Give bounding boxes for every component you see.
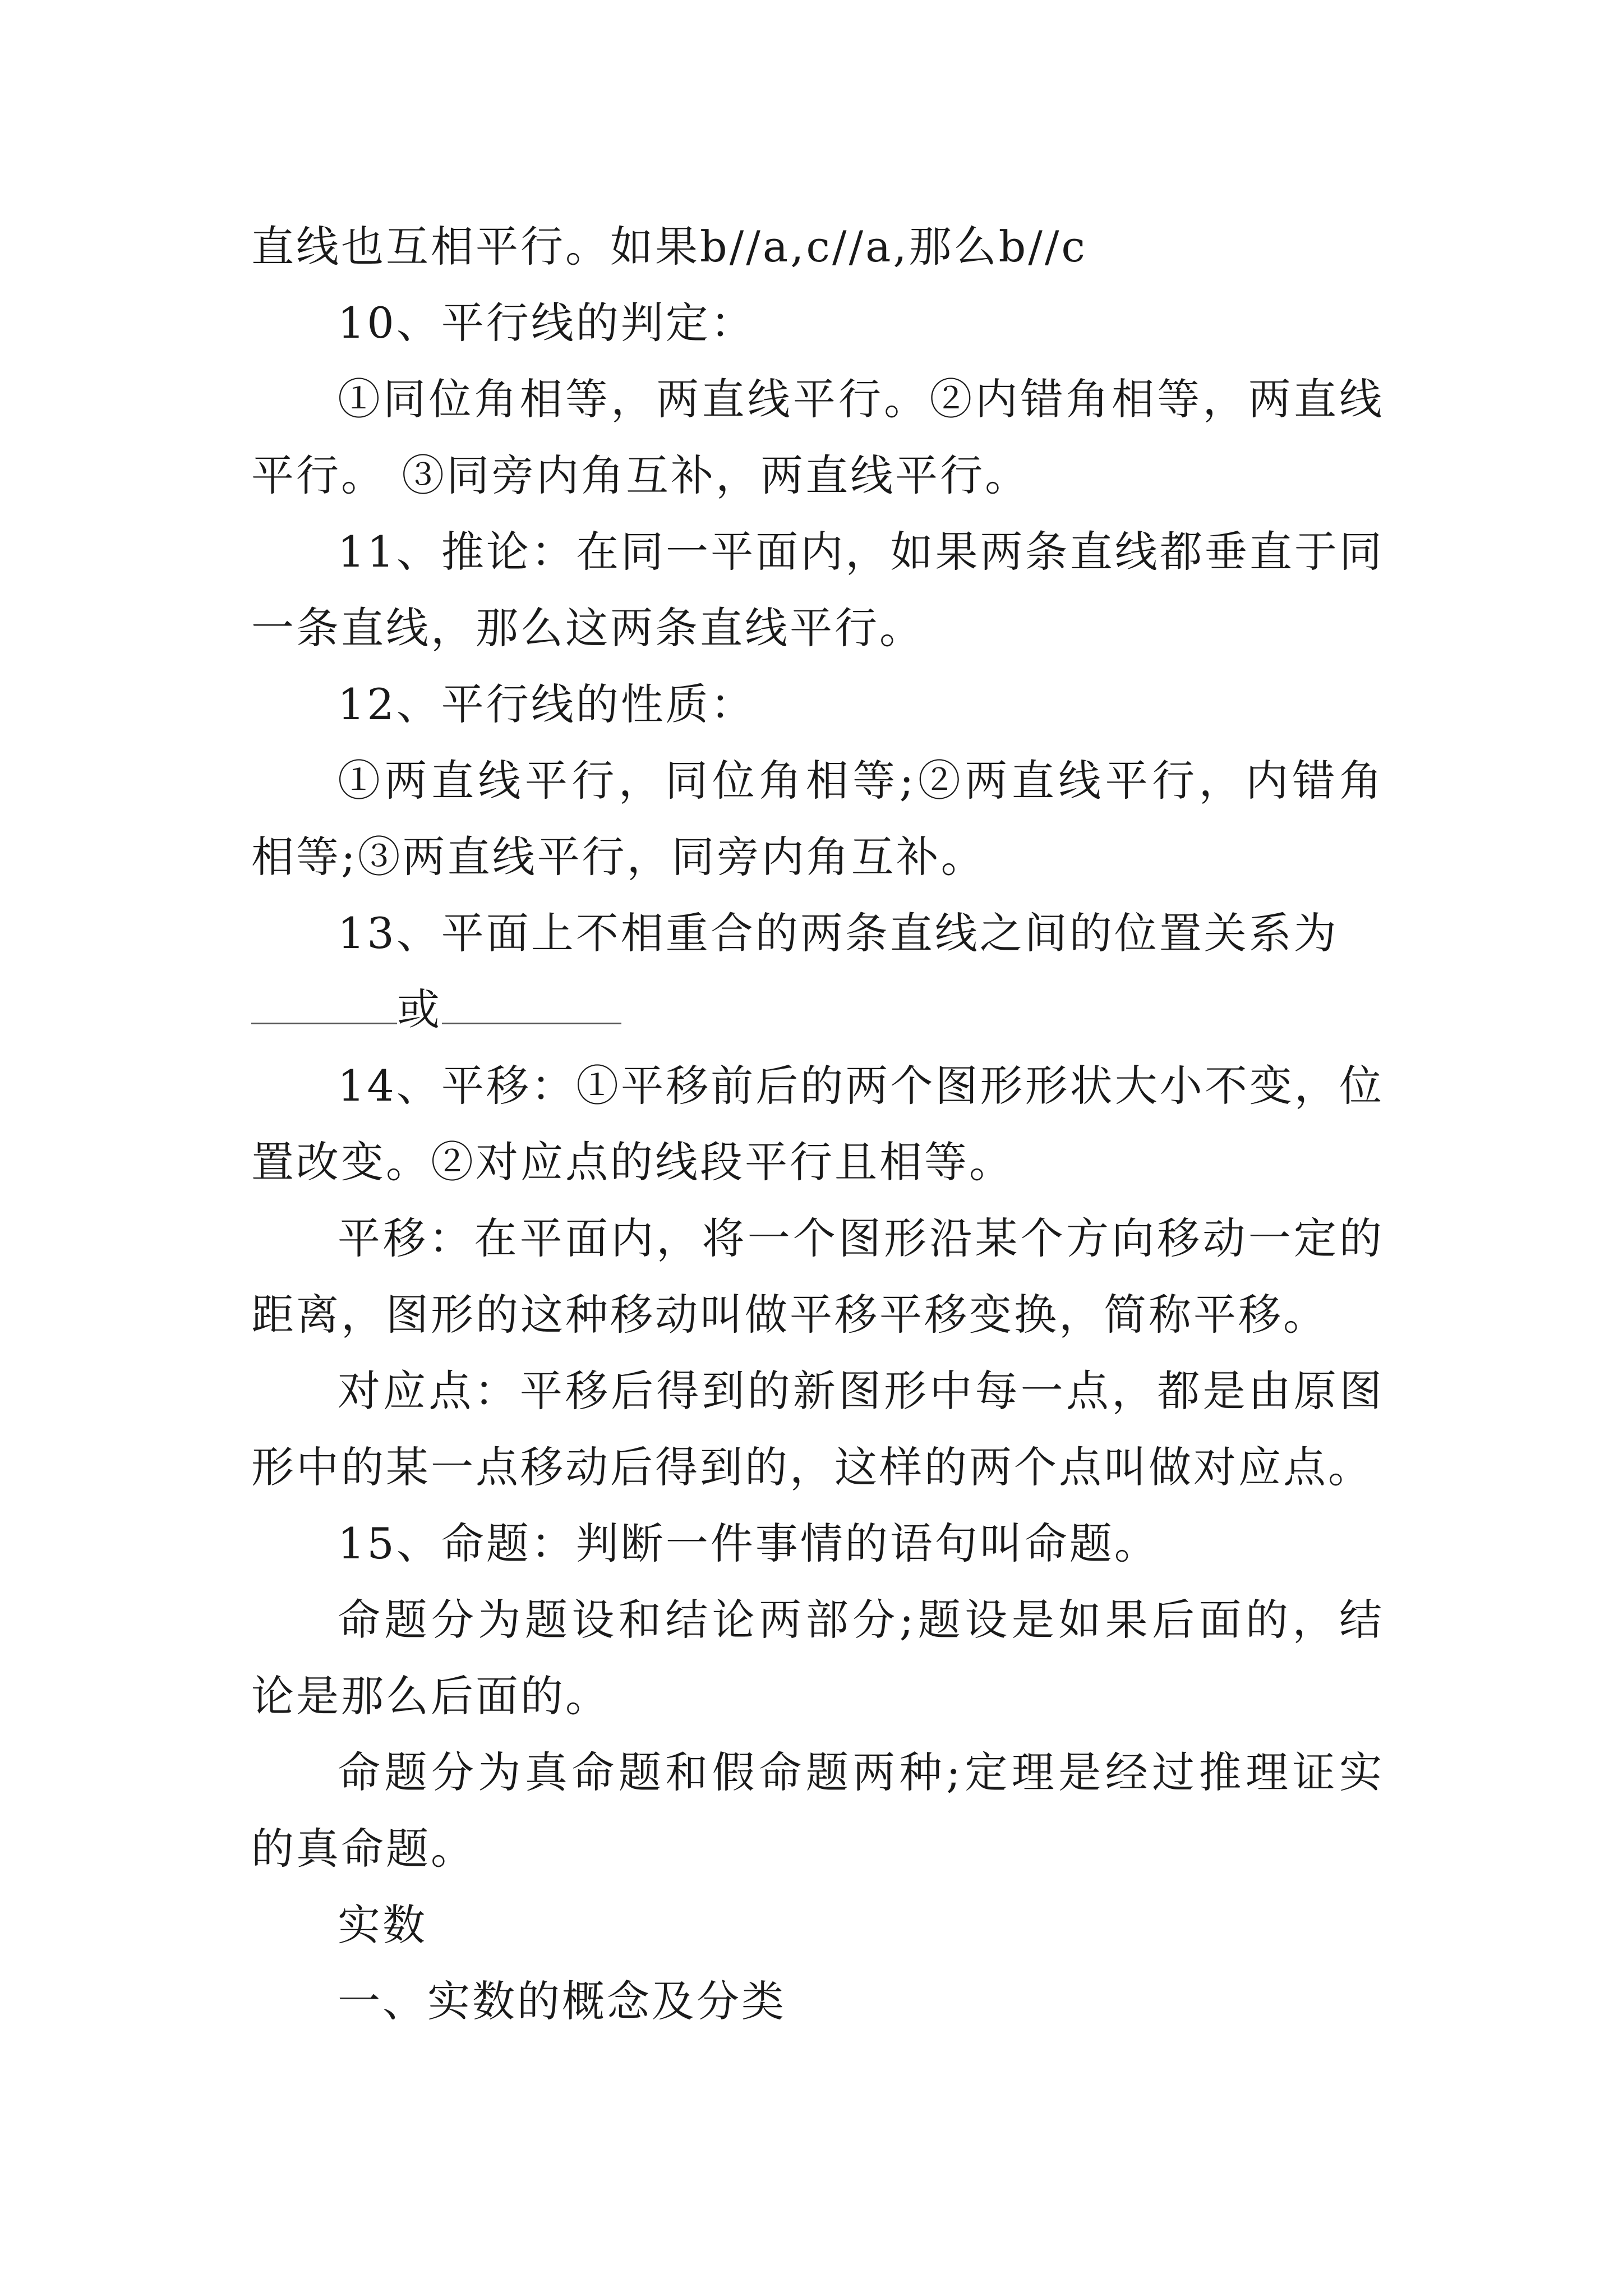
paragraph-proposition-types: 命题分为真命题和假命题两种;定理是经过推理证实的真命题。 <box>251 1747 1384 1874</box>
section-title-real-numbers: 实数 <box>338 1900 427 1950</box>
paragraph-translation-14: 14、平移：①平移前后的两个图形形状大小不变，位置改变。②对应点的线段平行且相等。 <box>251 1061 1384 1187</box>
paragraph-proposition-parts: 命题分为题设和结论两部分;题设是如果后面的，结论是那么后面的。 <box>251 1595 1384 1721</box>
document-body <box>251 209 1384 2040</box>
answer-blank-1[interactable] <box>251 989 397 1024</box>
fill-in-blank-line <box>251 972 1384 1048</box>
paragraph-proposition-15: 15、命题：判断一件事情的语句叫命题。 <box>338 1519 1159 1568</box>
paragraph-heading-10: 10、平行线的判定： <box>338 298 755 348</box>
paragraph-corresponding-points: 对应点：平移后得到的新图形中每一点，都是由原图形中的某一点移动后得到的，这样的两个点叫做对应点。 <box>251 1366 1384 1492</box>
subsection-title-real-number-concepts: 一、实数的概念及分类 <box>338 1976 786 2026</box>
paragraph-corollary-11: 11、推论：在同一平面内，如果两条直线都垂直于同一条直线，那么这两条直线平行。 <box>251 527 1384 653</box>
blank-connector: 或 <box>397 984 442 1034</box>
paragraph-question-13: 13、平面上不相重合的两条直线之间的位置关系为 <box>338 908 1339 958</box>
paragraph-heading-12: 12、平行线的性质： <box>338 679 755 729</box>
paragraph-parallel-transitive: 直线也互相平行。如果b//a,c//a,那么b//c <box>251 222 1087 272</box>
paragraph-parallel-criteria: ①同位角相等，两直线平行。②内错角相等，两直线平行。 ③同旁内角互补，两直线平行。 <box>251 374 1384 500</box>
paragraph-parallel-properties: ①两直线平行，同位角相等;②两直线平行，内错角相等;③两直线平行，同旁内角互补。 <box>251 756 1384 882</box>
paragraph-translation-definition: 平移：在平面内，将一个图形沿某个方向移动一定的距离，图形的这种移动叫做平移平移变换，简称平移。 <box>251 1213 1384 1340</box>
answer-blank-2[interactable] <box>442 989 621 1024</box>
